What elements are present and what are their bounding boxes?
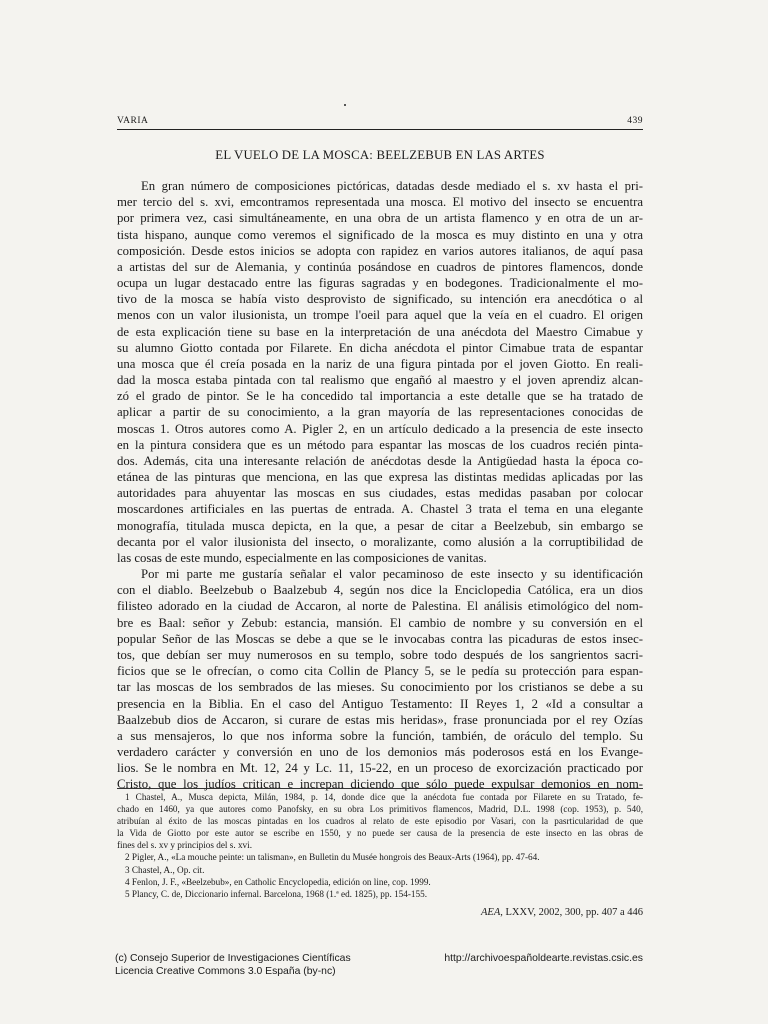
footnotes <box>117 788 643 900</box>
body-line: autoridades para ahuyentar las moscas en sus ciudades, estas medidas pasaban por colocar <box>117 486 643 501</box>
body-line: su alumno Giotto contada por Filarete. En dicha anécdota el pintor Cimabue trata de espantar <box>117 340 643 355</box>
footnote-line: chado en 1460, ya que autores como Panofsky, en su obra Los primitivos flamencos, Madrid, D.L. 1998 (cop. 1953), p. 540, <box>117 804 643 815</box>
body-line: En gran número de composiciones pictóricas, datadas desde mediado el s. xv hasta el pri- <box>141 179 643 193</box>
body-line: a artistas del sur de Alemania, y continúa posándose en cuadros de pintores flamencos, donde <box>117 259 643 274</box>
body-line: tos, que debían ser muy numerosos en su templo, sobre todo después de los sangrientos sacri- <box>117 647 643 662</box>
body-line: en la pintura considera que es un método para espantar las moscas de los cuadros recién pinta- <box>117 437 643 452</box>
body-line: popular Señor de las Moscas se debe a que se le invocabas contra las picaduras de estos insec- <box>117 631 643 646</box>
body-line: decanta por el valor ilusionista del insecto, o moralizante, como alusión a la corruptibilidad de <box>117 534 643 549</box>
body-line: aplicar a partir de su conocimiento, a la gran mayoría de las representaciones conocidas de <box>117 405 643 420</box>
body-line: verdadero carácter y conversión en uno de los demonios más poderosos está en los Evange- <box>117 745 643 760</box>
body-line: a sus mensajeros, lo que nos informa sobre la función, también, de oráculo del templo. Su <box>117 728 643 743</box>
page-number: 439 <box>627 116 643 126</box>
body-line: monografía, titulada musca depicta, en la que, a pesar de citar a Beelzebub, sin embargo se <box>117 518 643 533</box>
body-line: dos. Además, cita una interesante relación de anécdotas desde la Antigüedad hasta la época co- <box>117 453 643 468</box>
body-line: moscardones artificiales en las puertas de entrada. A. Chastel 3 trata el tema en una elegante <box>117 502 643 517</box>
body-line: zó el grado de pintor. Se le ha concedido tal importancia a este detalle que se ha tratado de <box>117 389 643 404</box>
body-line: Cristo, que los judíos critican e increpan diciendo que sólo puede expulsar demonios en nom- <box>117 777 643 792</box>
article-body <box>117 178 643 793</box>
body-line: dad la mosca estaba pintada con tal realismo que engañó al maestro y el joven aprendiz alcan- <box>117 373 643 388</box>
body-line: moscas 1. Otros autores como A. Pigler 2, en un artículo dedicado a la presencia de este insecto <box>117 421 643 436</box>
footnote-line: 4 Fenlon, J. F., «Beelzebub», en Catholic Encyclopedia, edición on line, cop. 1999. <box>125 876 431 887</box>
body-line: etánea de las pinturas que menciona, en las que expresa las distintas medidas aplicadas por las <box>117 470 643 485</box>
journal-abbrev: AEA, <box>481 907 503 918</box>
body-line: presencia en la Biblia. En el caso del Antiguo Testamento: II Reyes 1, 2 «Id a consultar a <box>117 696 643 711</box>
footnote-line: la Vida de Giotto por este autor se escribe en 1550, y no puede ser causa de la presencia de este insecto en las obras de <box>117 828 643 839</box>
body-line: bre es Baal: señor y Zebub: estancia, mansión. El cambio de nombre y su conversión en el <box>117 615 643 630</box>
body-line: de esta explicación tiene su base en la interpretación de una anécdota del Maestro Cimabue y <box>117 324 643 339</box>
license-line: Licencia Creative Commons 3.0 España (by-nc) <box>115 965 336 977</box>
body-line: ocupa un lugar destacado entre las figuras sagradas y en bodegones. Tradicionalmente el mo- <box>117 276 643 291</box>
footnote-line: 3 Chastel, A., Op. cit. <box>125 864 205 875</box>
body-line: composición. Desde estos inicios se adopta con rapidez en varios autores italianos, de aquí pasa <box>117 243 643 258</box>
footnote-line: fines del s. xv y principios del s. xvi. <box>117 840 252 851</box>
body-line: tivo de la mosca se había visto desprovisto de significado, su intención era anecdótica o al <box>117 292 643 307</box>
journal-url[interactable]: http://archivoespañoldearte.revistas.csic.es <box>444 953 643 964</box>
body-line: una mosca que él creía posada en la nariz de una figura pintada por el joven Giotto. En reali- <box>117 356 643 371</box>
journal-citation <box>481 907 643 918</box>
copyright-line: (c) Consejo Superior de Investigaciones Científicas <box>115 953 351 964</box>
footnote-line: atribuían al éxito de las moscas pintadas en los cuadros al relato de este episodio por Vasari, con la pasrticularidad de que <box>117 816 643 827</box>
license-block <box>115 953 351 978</box>
citation-details: LXXV, 2002, 300, pp. 407 a 446 <box>505 907 643 918</box>
article-title: EL VUELO DE LA MOSCA: BEELZEBUB EN LAS ARTES <box>215 148 545 162</box>
running-header <box>117 111 643 130</box>
body-line: por primera vez, casi simultáneamente, en una obra de un artista flamenco y en otra de un ar- <box>117 211 643 226</box>
body-line: Por mi parte me gustaría señalar el valor pecaminoso de este insecto y su identificación <box>141 567 643 582</box>
body-line: menos con un valor ilusionista, un trompe l'oeil para aquel que la veía en el cuadro. El origen <box>117 308 643 323</box>
footnote-line: 1 Chastel, A., Musca depicta, Milán, 1984, p. 14, donde dice que la anécdota fue contada por Filarete en su Tratado, fe- <box>125 792 643 802</box>
body-line: filisteo adorado en la ciudad de Accaron, al norte de Palestina. El análisis etimológico del nom- <box>117 599 643 614</box>
body-line: con el diablo. Beelzebub o Baalzebub 4, según nos dice la Enciclopedia Católica, era un dios <box>117 583 643 598</box>
body-line: lios. Se le nombra en Mt. 12, 24 y Lc. 11, 15-22, en un proceso de exorcización practicado por <box>117 761 643 776</box>
body-line: tista hispano, aunque como veremos el significado de la mosca es muy distinto en una y otra <box>117 227 643 242</box>
footnote-line: 2 Pigler, A., «La mouche peinte: un talisman», en Bulletin du Musée hongrois des Beaux-Arts (1964), pp. 47-64. <box>125 852 540 863</box>
body-line: mer tercio del s. xvi, emcontramos representada una mosca. El motivo del insecto se encuentra <box>117 195 643 210</box>
body-line: las cosas de este mundo, especialmente en las composiciones de vanitas. <box>117 550 487 565</box>
section-label: VARIA <box>117 116 149 126</box>
footnote-line: 5 Plancy, C. de, Diccionario infernal. Barcelona, 1968 (1.ª ed. 1825), pp. 154-155. <box>125 888 427 899</box>
stray-mark <box>344 104 346 106</box>
body-line: Baalzebub dios de Accaron, si curare de estas mis heridas», frase pronunciada por el rey Ozías <box>117 712 643 727</box>
body-line: ficios que se le ofrecían, o como cita Collin de Plancy 5, se le pedía su protección para espan- <box>117 664 643 679</box>
body-line: tar las moscas de los sembrados de las mieses. Su conocimiento por los cristianos se debe a su <box>117 680 643 695</box>
